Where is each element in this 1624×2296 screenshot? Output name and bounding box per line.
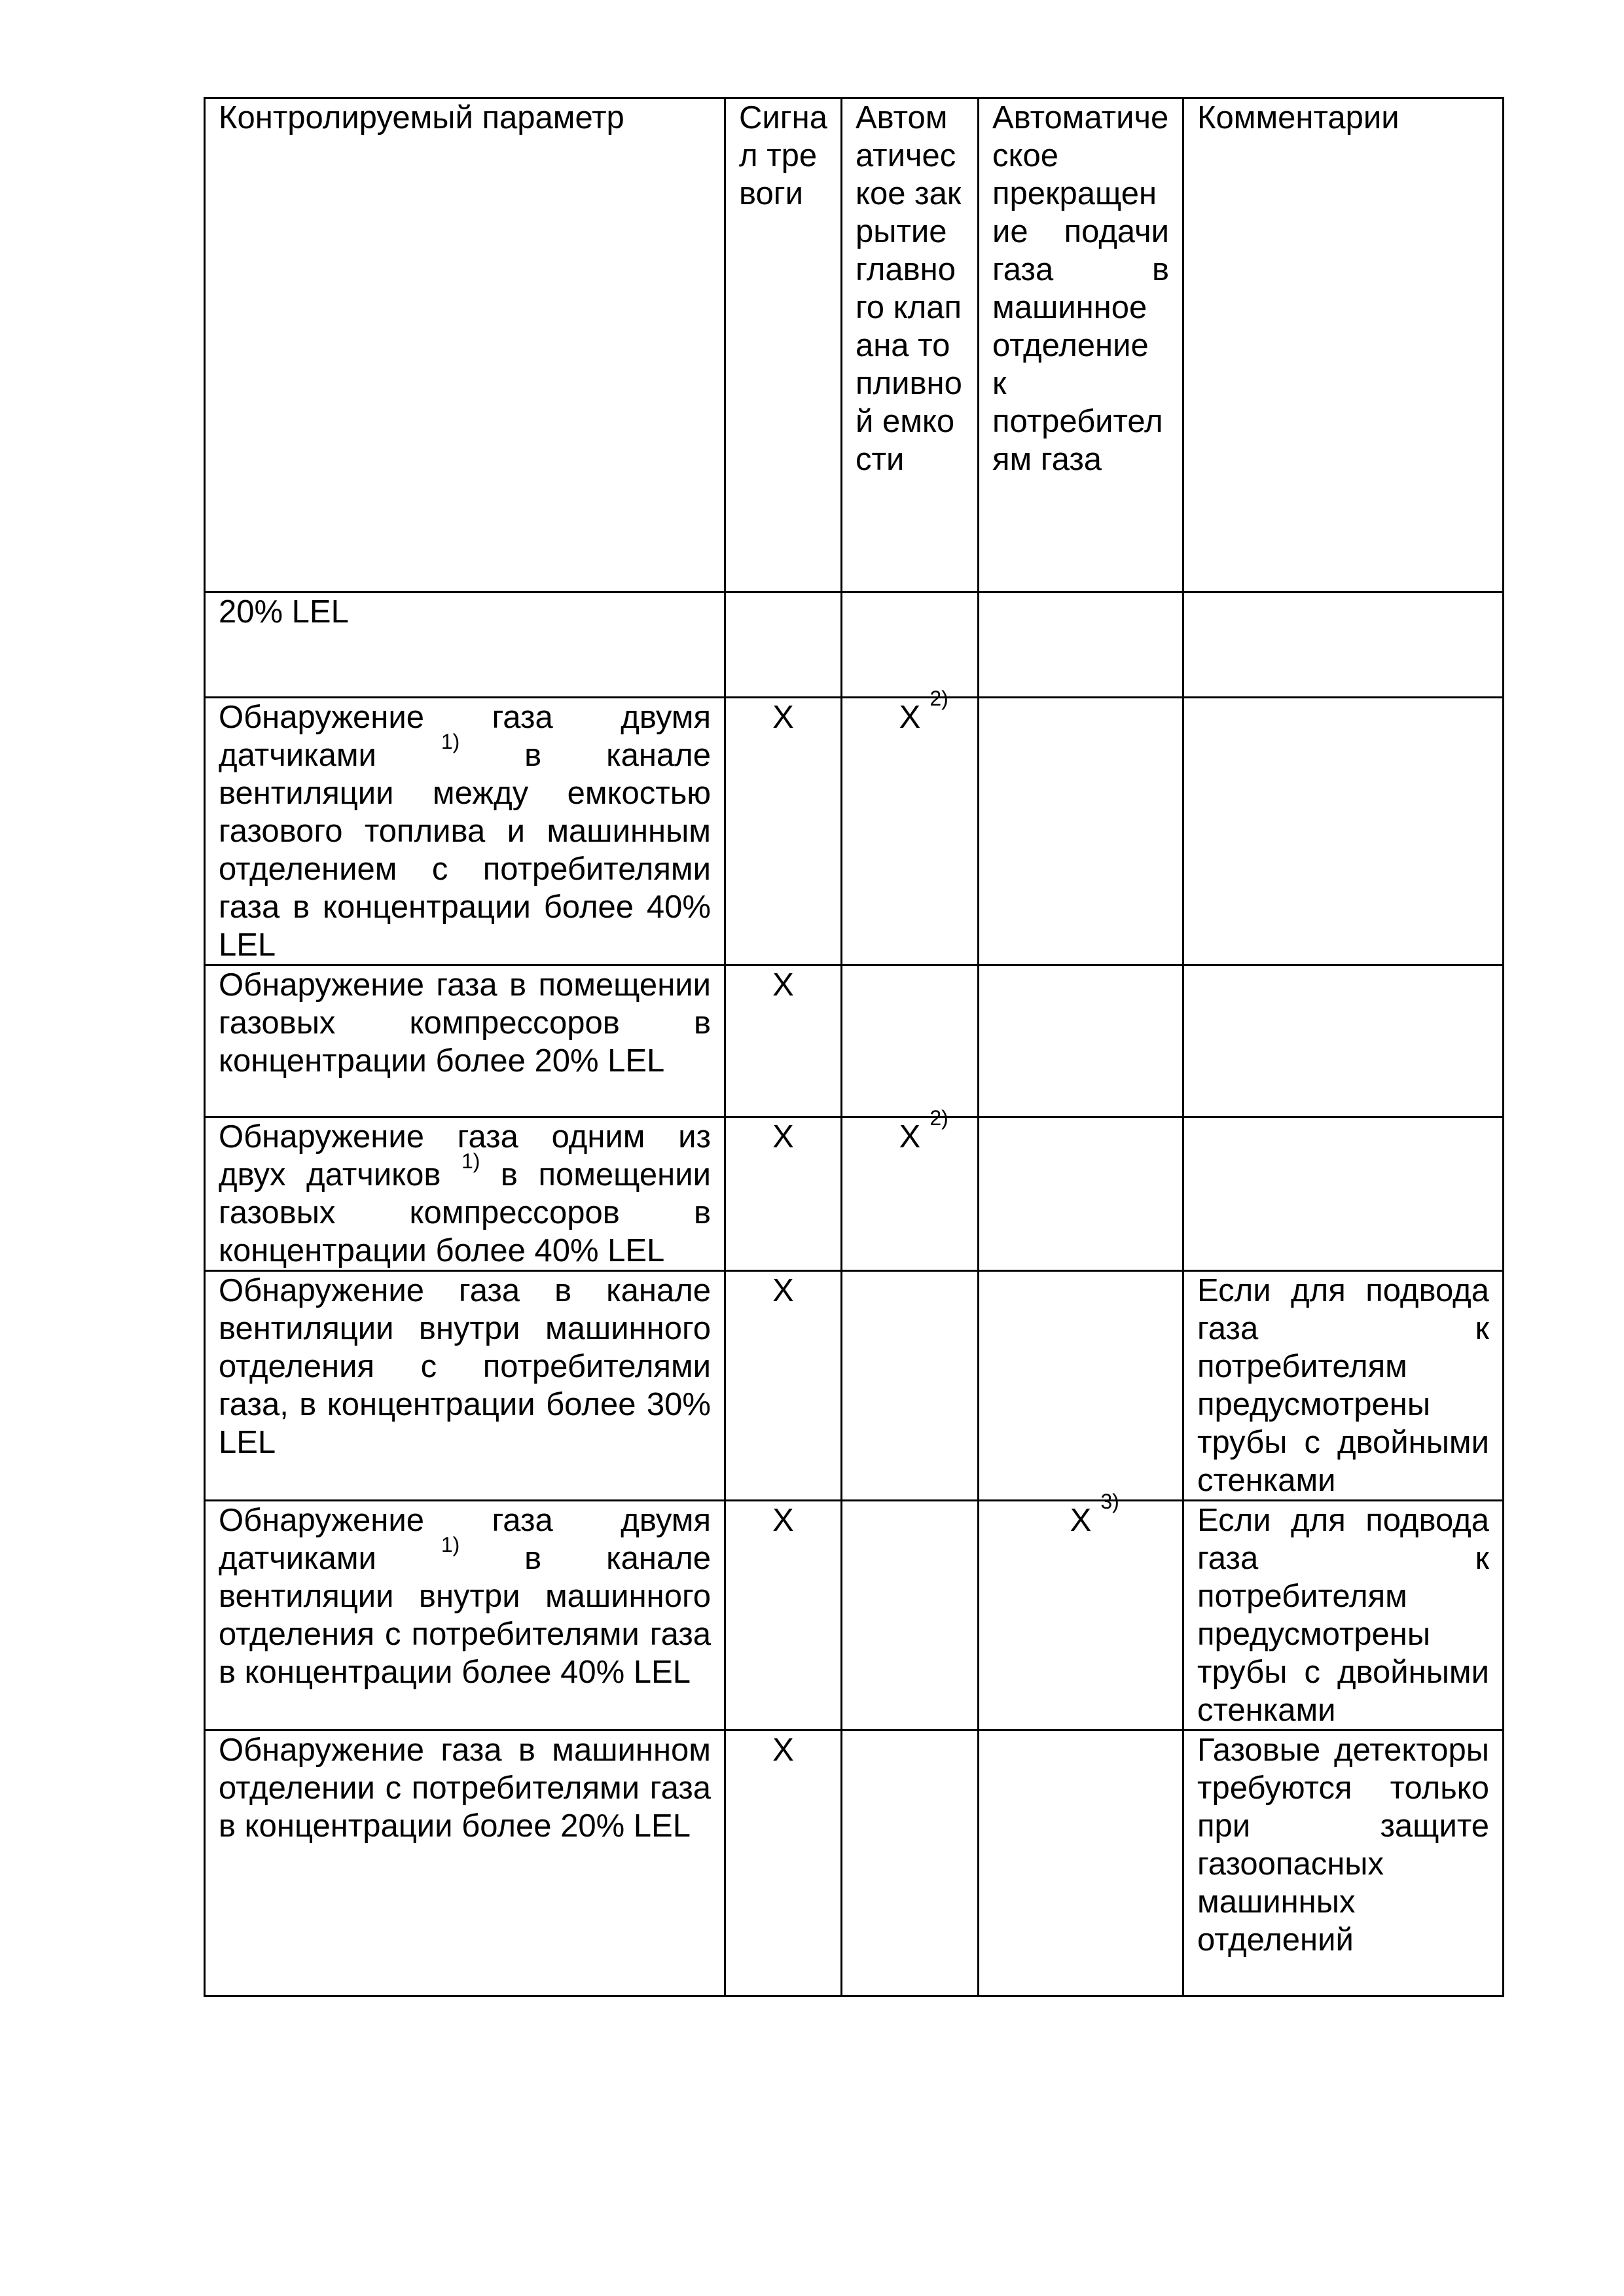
row-comment xyxy=(1183,698,1504,965)
valve-mark-text: X xyxy=(899,700,921,735)
row-valve-close xyxy=(842,592,979,698)
header-gas-cutoff: Автоматическое прекращение подачи газа в машинное отделение к потребителям газа xyxy=(979,98,1183,592)
table-row xyxy=(205,592,1504,698)
row-parameter: 20% LEL xyxy=(205,592,725,698)
gas-detection-table xyxy=(204,97,1504,1997)
valve-mark xyxy=(899,687,948,736)
alarm-mark: X xyxy=(772,700,794,735)
cutoff-mark xyxy=(1070,1490,1119,1539)
row-comment: Если для подвода газа к потребителям предусмотрены трубы с двойными стенками xyxy=(1183,1501,1504,1731)
table-row xyxy=(205,1501,1504,1731)
row-parameter: Обнаружение газа в канале вентиляции внутри машинного отделения с потребителями газа, в концентрации более 30% LEL xyxy=(205,1271,725,1501)
row-alarm xyxy=(725,1117,842,1271)
parameter-footnote-ref: 1) xyxy=(441,1533,460,1556)
valve-footnote-ref: 2) xyxy=(929,1106,948,1130)
row-valve-close xyxy=(842,687,979,965)
row-parameter: Обнаружение газа в помещении газовых компрессоров в концентрации более 20% LEL xyxy=(205,965,725,1117)
parameter-text-end: в канале вентиляции внутри машинного отделения с потребителями газа в концентрации более 40% LEL xyxy=(219,1541,711,1690)
row-alarm xyxy=(725,1501,842,1731)
row-gas-cutoff xyxy=(979,1490,1183,1731)
parameter-text-start: Обнаружение газа двумя датчиками xyxy=(219,700,711,773)
table-row xyxy=(205,1117,1504,1271)
row-gas-cutoff xyxy=(979,1271,1183,1501)
row-alarm xyxy=(725,1271,842,1501)
table-row xyxy=(205,965,1504,1117)
row-alarm xyxy=(725,698,842,965)
row-parameter xyxy=(205,1501,725,1731)
row-parameter: Обнаружение газа в машинном отделении с потребителями газа в концентрации более 20% LEL xyxy=(205,1731,725,1996)
header-valve-close: Автоматическое закрытие главного клапана топливной емкости xyxy=(842,98,979,592)
row-comment: Если для подвода газа к потребителям предусмотрены трубы с двойными стенками xyxy=(1183,1271,1504,1501)
parameter-text-start: Обнаружение газа одним из двух датчиков xyxy=(219,1119,711,1193)
header-comments: Комментарии xyxy=(1183,98,1504,592)
row-valve-close xyxy=(842,1731,979,1996)
row-valve-close xyxy=(842,1271,979,1501)
cutoff-mark-text: X xyxy=(1070,1503,1092,1538)
row-comment xyxy=(1183,592,1504,698)
parameter-footnote-ref: 1) xyxy=(461,1149,480,1173)
header-alarm: Сигнал тревоги xyxy=(725,98,842,592)
row-gas-cutoff xyxy=(979,698,1183,965)
table-row xyxy=(205,1731,1504,1996)
row-parameter xyxy=(205,698,725,965)
alarm-mark: X xyxy=(772,1732,794,1768)
valve-mark xyxy=(899,1106,948,1156)
row-parameter xyxy=(205,1117,725,1271)
row-valve-close xyxy=(842,965,979,1117)
valve-footnote-ref: 2) xyxy=(929,687,948,710)
row-valve-close xyxy=(842,1106,979,1271)
row-alarm xyxy=(725,592,842,698)
row-gas-cutoff xyxy=(979,1731,1183,1996)
parameter-text-end: в помещении газовых компрессоров в концентрации более 40% LEL xyxy=(219,1157,711,1268)
parameter-text-start: Обнаружение газа двумя датчиками xyxy=(219,1503,711,1576)
table-row xyxy=(205,1271,1504,1501)
row-comment xyxy=(1183,965,1504,1117)
cutoff-footnote-ref: 3) xyxy=(1100,1490,1119,1513)
valve-mark-text: X xyxy=(899,1119,921,1155)
table-header-row xyxy=(205,98,1504,592)
row-alarm xyxy=(725,1731,842,1996)
alarm-mark: X xyxy=(772,967,794,1003)
row-comment: Газовые детекторы требуются только при защите газоопасных машинных отделений xyxy=(1183,1731,1504,1996)
parameter-footnote-ref: 1) xyxy=(441,730,460,753)
header-parameter: Контролируемый параметр xyxy=(205,98,725,592)
row-comment xyxy=(1183,1117,1504,1271)
alarm-mark: X xyxy=(772,1503,794,1538)
row-gas-cutoff xyxy=(979,592,1183,698)
alarm-mark: X xyxy=(772,1119,794,1155)
row-gas-cutoff xyxy=(979,1117,1183,1271)
row-alarm xyxy=(725,965,842,1117)
row-valve-close xyxy=(842,1501,979,1731)
row-gas-cutoff xyxy=(979,965,1183,1117)
alarm-mark: X xyxy=(772,1273,794,1308)
parameter-text-end: в канале вентиляции между емкостью газового топлива и машинным отделением с потребителями газа в концентрации более 40% LEL xyxy=(219,738,711,963)
table-row xyxy=(205,698,1504,965)
